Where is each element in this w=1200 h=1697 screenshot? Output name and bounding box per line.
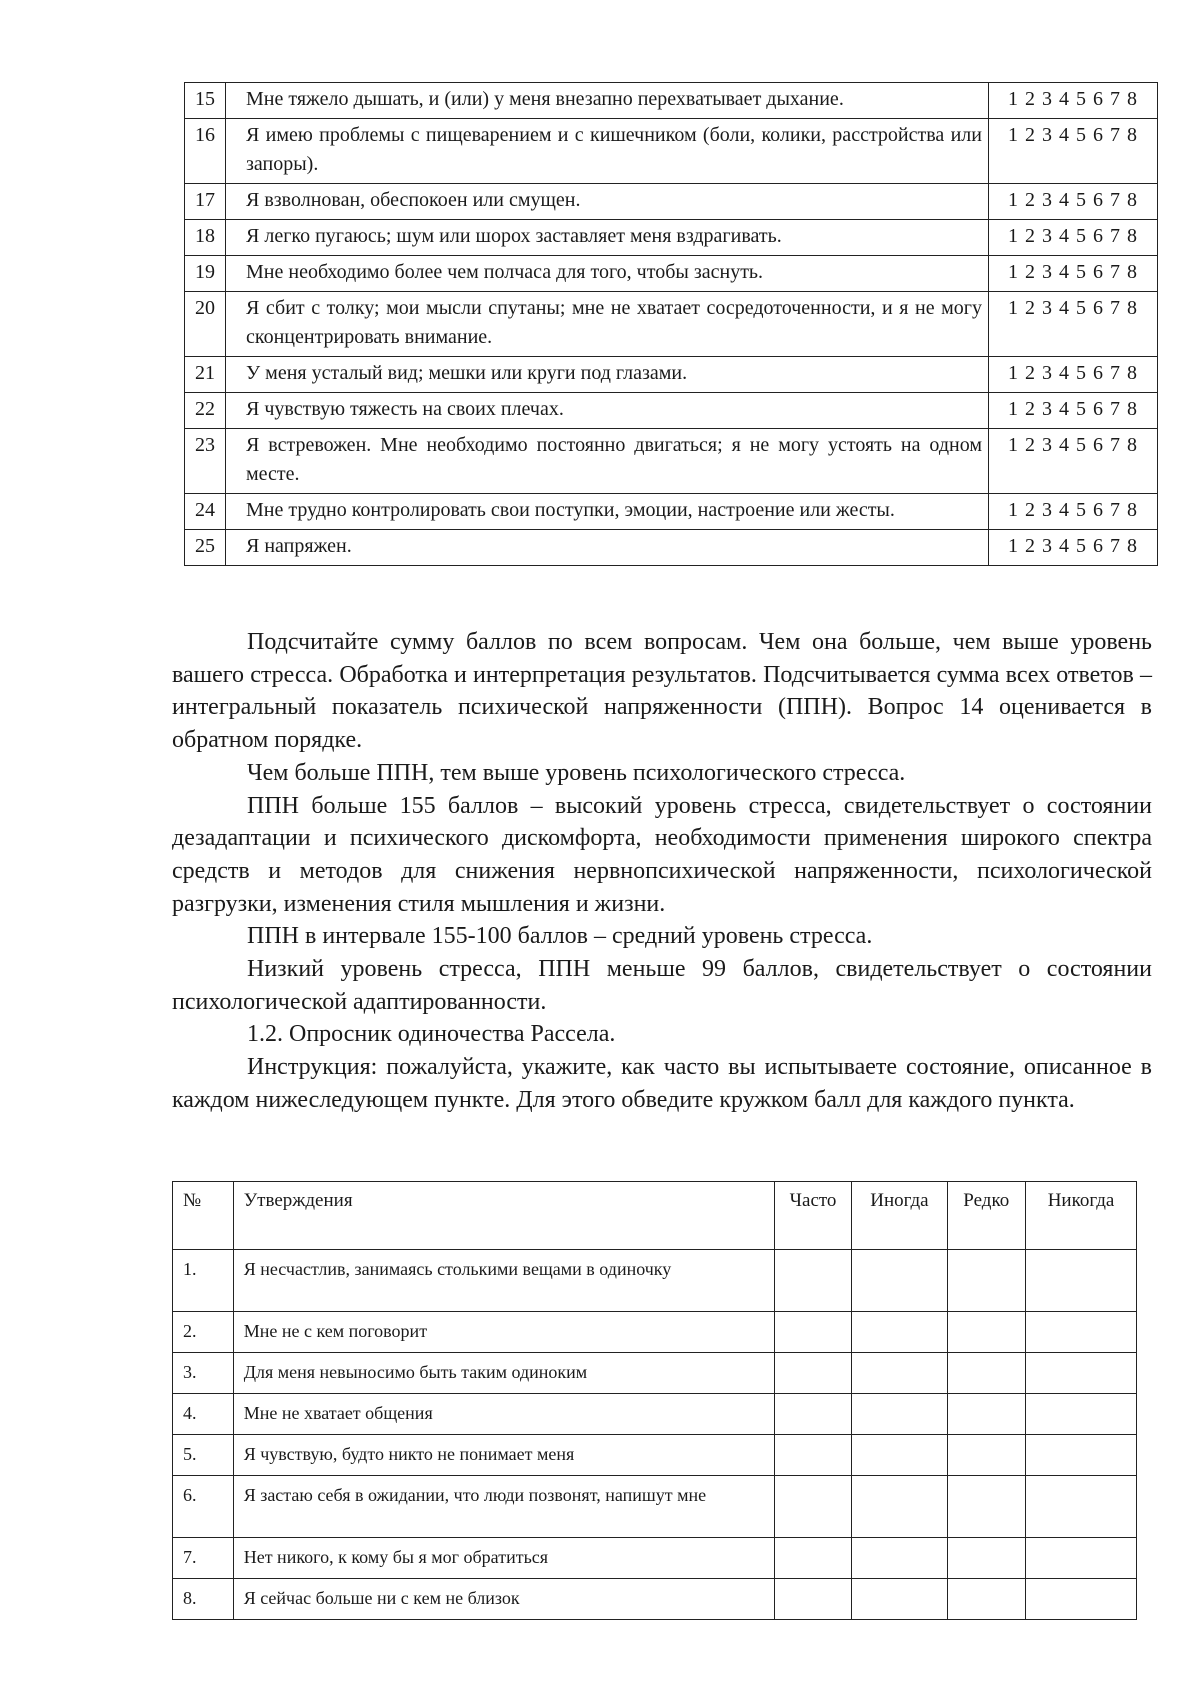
answer-cell-sometimes[interactable] [852,1250,947,1312]
item-scale: 1 2 3 4 5 6 7 8 [989,83,1158,119]
loneliness-table [172,1181,1137,1620]
table-row [185,83,1158,119]
item-scale: 1 2 3 4 5 6 7 8 [989,220,1158,256]
answer-cell-rarely[interactable] [947,1394,1026,1435]
answer-cell-never[interactable] [1026,1435,1137,1476]
row-statement: Для меня невыносимо быть таким одиноким [233,1353,774,1394]
item-statement: Я взволнован, обеспокоен или смущен. [226,184,989,220]
item-number: 17 [185,184,226,220]
table-row [185,357,1158,393]
table-row [185,119,1158,184]
item-scale: 1 2 3 4 5 6 7 8 [989,184,1158,220]
answer-cell-often[interactable] [774,1435,851,1476]
answer-cell-sometimes[interactable] [852,1538,947,1579]
answer-cell-rarely[interactable] [947,1250,1026,1312]
item-number: 20 [185,292,226,357]
row-statement: Я сейчас больше ни с кем не близок [233,1579,774,1620]
answer-cell-sometimes[interactable] [852,1476,947,1538]
item-number: 23 [185,429,226,494]
item-statement: У меня усталый вид; мешки или круги под глазами. [226,357,989,393]
table-row [185,393,1158,429]
item-number: 16 [185,119,226,184]
header-never: Никогда [1026,1182,1137,1250]
row-statement: Я чувствую, будто никто не понимает меня [233,1435,774,1476]
table-row [173,1250,1137,1312]
row-statement: Мне не с кем поговорит [233,1312,774,1353]
answer-cell-often[interactable] [774,1579,851,1620]
answer-cell-never[interactable] [1026,1394,1137,1435]
paragraph-medium-level: ППН в интервале 155-100 баллов – средний уровень стресса. [247,923,873,950]
answer-cell-rarely[interactable] [947,1476,1026,1538]
answer-cell-never[interactable] [1026,1353,1137,1394]
table-row [173,1353,1137,1394]
answer-cell-often[interactable] [774,1250,851,1312]
item-number: 21 [185,357,226,393]
row-number: 3. [173,1353,234,1394]
row-number: 2. [173,1312,234,1353]
answer-cell-never[interactable] [1026,1579,1137,1620]
row-number: 5. [173,1435,234,1476]
answer-cell-rarely[interactable] [947,1353,1026,1394]
section-heading: 1.2. Опросник одиночества Рассела. [247,1021,616,1048]
item-scale: 1 2 3 4 5 6 7 8 [989,494,1158,530]
answer-cell-rarely[interactable] [947,1435,1026,1476]
table-row [173,1579,1137,1620]
table-row [173,1435,1137,1476]
table-row [173,1538,1137,1579]
answer-cell-never[interactable] [1026,1312,1137,1353]
answer-cell-sometimes[interactable] [852,1579,947,1620]
answer-cell-sometimes[interactable] [852,1435,947,1476]
item-number: 25 [185,530,226,566]
header-statement: Утверждения [233,1182,774,1250]
item-statement: Я легко пугаюсь; шум или шорох заставляет меня вздрагивать. [226,220,989,256]
table-row [173,1476,1137,1538]
row-statement: Я застаю себя в ожидании, что люди позвонят, напишут мне [233,1476,774,1538]
item-statement: Я напряжен. [226,530,989,566]
item-statement: Я встревожен. Мне необходимо постоянно двигаться; я не могу устоять на одном месте. [226,429,989,494]
item-statement: Я имею проблемы с пищеварением и с кишечником (боли, колики, расстройства или запоры). [226,119,989,184]
answer-cell-sometimes[interactable] [852,1312,947,1353]
row-number: 4. [173,1394,234,1435]
row-number: 8. [173,1579,234,1620]
answer-cell-often[interactable] [774,1538,851,1579]
table-row [185,292,1158,357]
item-scale: 1 2 3 4 5 6 7 8 [989,357,1158,393]
item-scale: 1 2 3 4 5 6 7 8 [989,530,1158,566]
item-statement: Мне необходимо более чем полчаса для того, чтобы заснуть. [226,256,989,292]
header-number: № [173,1182,234,1250]
item-number: 19 [185,256,226,292]
item-number: 24 [185,494,226,530]
item-number: 15 [185,83,226,119]
row-number: 7. [173,1538,234,1579]
item-scale: 1 2 3 4 5 6 7 8 [989,119,1158,184]
stress-scale-table [184,82,1158,566]
row-statement: Нет никого, к кому бы я мог обратиться [233,1538,774,1579]
answer-cell-sometimes[interactable] [852,1353,947,1394]
answer-cell-never[interactable] [1026,1250,1137,1312]
table-row [185,530,1158,566]
item-statement: Мне трудно контролировать свои поступки, эмоции, настроение или жесты. [226,494,989,530]
item-statement: Я сбит с толку; мои мысли спутаны; мне не хватает сосредоточенности, и я не могу сконцентрировать внимание. [226,292,989,357]
paragraph-ppn-meaning: Чем больше ППН, тем выше уровень психологического стресса. [247,759,906,786]
item-number: 18 [185,220,226,256]
item-number: 22 [185,393,226,429]
header-sometimes: Иногда [852,1182,947,1250]
answer-cell-never[interactable] [1026,1538,1137,1579]
answer-cell-rarely[interactable] [947,1538,1026,1579]
row-statement: Мне не хватает общения [233,1394,774,1435]
item-scale: 1 2 3 4 5 6 7 8 [989,292,1158,357]
body-text [172,626,1152,1117]
row-statement: Я несчастлив, занимаясь столькими вещами в одиночку [233,1250,774,1312]
table-row [185,220,1158,256]
table-row [185,429,1158,494]
answer-cell-often[interactable] [774,1353,851,1394]
table-row [185,256,1158,292]
table-row [173,1394,1137,1435]
answer-cell-rarely[interactable] [947,1579,1026,1620]
paragraph-low-level: Низкий уровень стресса, ППН меньше 99 баллов, свидетельствует о состоянии психологической адаптированности. [172,956,1152,1015]
answer-cell-never[interactable] [1026,1476,1137,1538]
answer-cell-sometimes[interactable] [852,1394,947,1435]
table-row [185,184,1158,220]
table-row [185,494,1158,530]
row-number: 6. [173,1476,234,1538]
item-scale: 1 2 3 4 5 6 7 8 [989,256,1158,292]
paragraph-scoring: Подсчитайте сумму баллов по всем вопросам. Чем она больше, чем выше уровень вашего стресса. Обработка и интерпретация результатов. Подсчитывается сумма всех ответов – интегральный показатель психической напряженности (ППН). Вопрос 14 оценивается в обратном порядке. [172,629,1152,754]
paragraph-instruction: Инструкция: пожалуйста, укажите, как часто вы испытываете состояние, описанное в каждом нижеследующем пункте. Для этого обведите кружком балл для каждого пункта. [172,1054,1152,1113]
paragraph-high-level: ППН больше 155 баллов – высокий уровень стресса, свидетельствует о состоянии дезадаптации и психического дискомфорта, необходимости применения широкого спектра средств и методов для снижения нервнопсихической напряженности, психологической разгрузки, изменения стиля мышления и жизни. [172,792,1152,917]
header-rarely: Редко [947,1182,1026,1250]
answer-cell-often[interactable] [774,1476,851,1538]
item-scale: 1 2 3 4 5 6 7 8 [989,429,1158,494]
table-header-row [173,1182,1137,1250]
answer-cell-often[interactable] [774,1312,851,1353]
header-often: Часто [774,1182,851,1250]
item-statement: Мне тяжело дышать, и (или) у меня внезапно перехватывает дыхание. [226,83,989,119]
row-number: 1. [173,1250,234,1312]
item-statement: Я чувствую тяжесть на своих плечах. [226,393,989,429]
item-scale: 1 2 3 4 5 6 7 8 [989,393,1158,429]
answer-cell-rarely[interactable] [947,1312,1026,1353]
answer-cell-often[interactable] [774,1394,851,1435]
table-row [173,1312,1137,1353]
